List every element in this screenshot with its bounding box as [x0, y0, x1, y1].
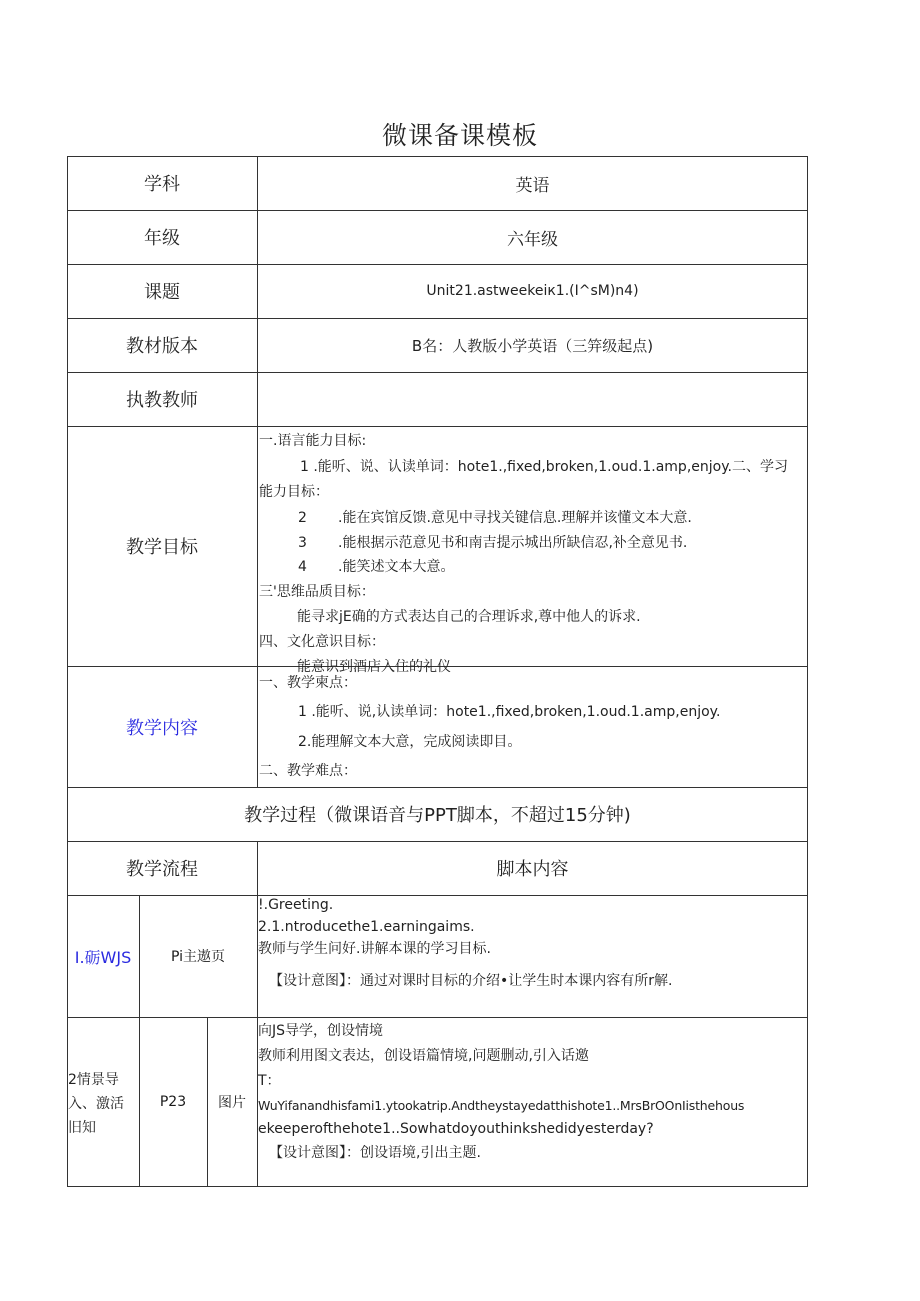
process-header: 教学过程（微课语音与PPT脚本，不超过15分钟) [244, 805, 631, 826]
step-2-slide: P23 [159, 1094, 187, 1110]
flow-header-left: 教学流程 [126, 859, 198, 880]
page-title: 微课备课模板 [381, 121, 538, 150]
textbook-label: 教材版本 [126, 336, 198, 357]
grade-value: 六年级 [507, 229, 558, 250]
teacher-value [257, 372, 808, 426]
topic-label: 课题 [144, 282, 180, 303]
content-label: 教学内容 [126, 717, 198, 739]
flow-header-right: 脚本内容 [496, 859, 569, 880]
grade-label: 年级 [144, 228, 180, 249]
teacher-label: 执教教师 [126, 390, 198, 411]
subject-label: 学科 [144, 174, 180, 195]
objectives-label: 教学目标 [126, 537, 198, 558]
step-2-media: 图片 [218, 1095, 246, 1111]
step-1-slide: Pi主遨页 [170, 949, 226, 965]
content-body: 一、教学柬点： 1 .能听、说,认读单词：hote1.,fixed,broken,1.oud.1.amp,enjoy. 2.能理解文本大意，完成阅读即目。 二、教学难点： [259, 675, 721, 779]
objectives-content: 一.语言能力目标: 1 .能听、说、认读单词：hote1.,fixed,broken,1.oud.1.amp,enjoy.二、学习 能力目标： 2 .能在宾馆反馈.意见中寻找关键信息.理解并该懂文本大意. 3 .能根据示范意见书和南吉提示城出所缺信忍,补全意见书. 4 .能笑述文本大意。 三'思维品质目标： 能寻求jE确的方式表达自己的合理诉求,尊中他人的诉求. 四、文化意识目标： 能意识到酒店入住的礼仪 [259, 433, 788, 675]
step-1-stage: I.砺WJS [74, 947, 132, 967]
step-2-script: 向JS导学，创设情境 教师利用图文表达，创设语篇情境,问题删动,引入话邀 T： WuYifanandhisfami1.ytookatrip.Andtheystayedatthishote1..MrsBrOOnIisthehous ekeeperofthehote1..Sowhatdoyouthinkshedidyesterday? 【设计意图】：创设语境,引出主题. [258, 1023, 745, 1161]
textbook-value: B名：人教版小学英语（三笄级起点) [411, 336, 654, 355]
step-1-script: !.Greeting. 2.1.ntroducethe1.earningaims. 教师与学生问好.讲解本课的学习目标. 【设计意图】：通过对课时目标的介绍•让学生时本课内容有所r解. [258, 897, 673, 989]
step-2-stage: 2情景导 入、激活 旧知 [68, 1072, 124, 1136]
subject-value: 英语 [515, 175, 550, 196]
topic-value: Unit21.astweekeік1.(I^sM)n4) [426, 283, 639, 299]
